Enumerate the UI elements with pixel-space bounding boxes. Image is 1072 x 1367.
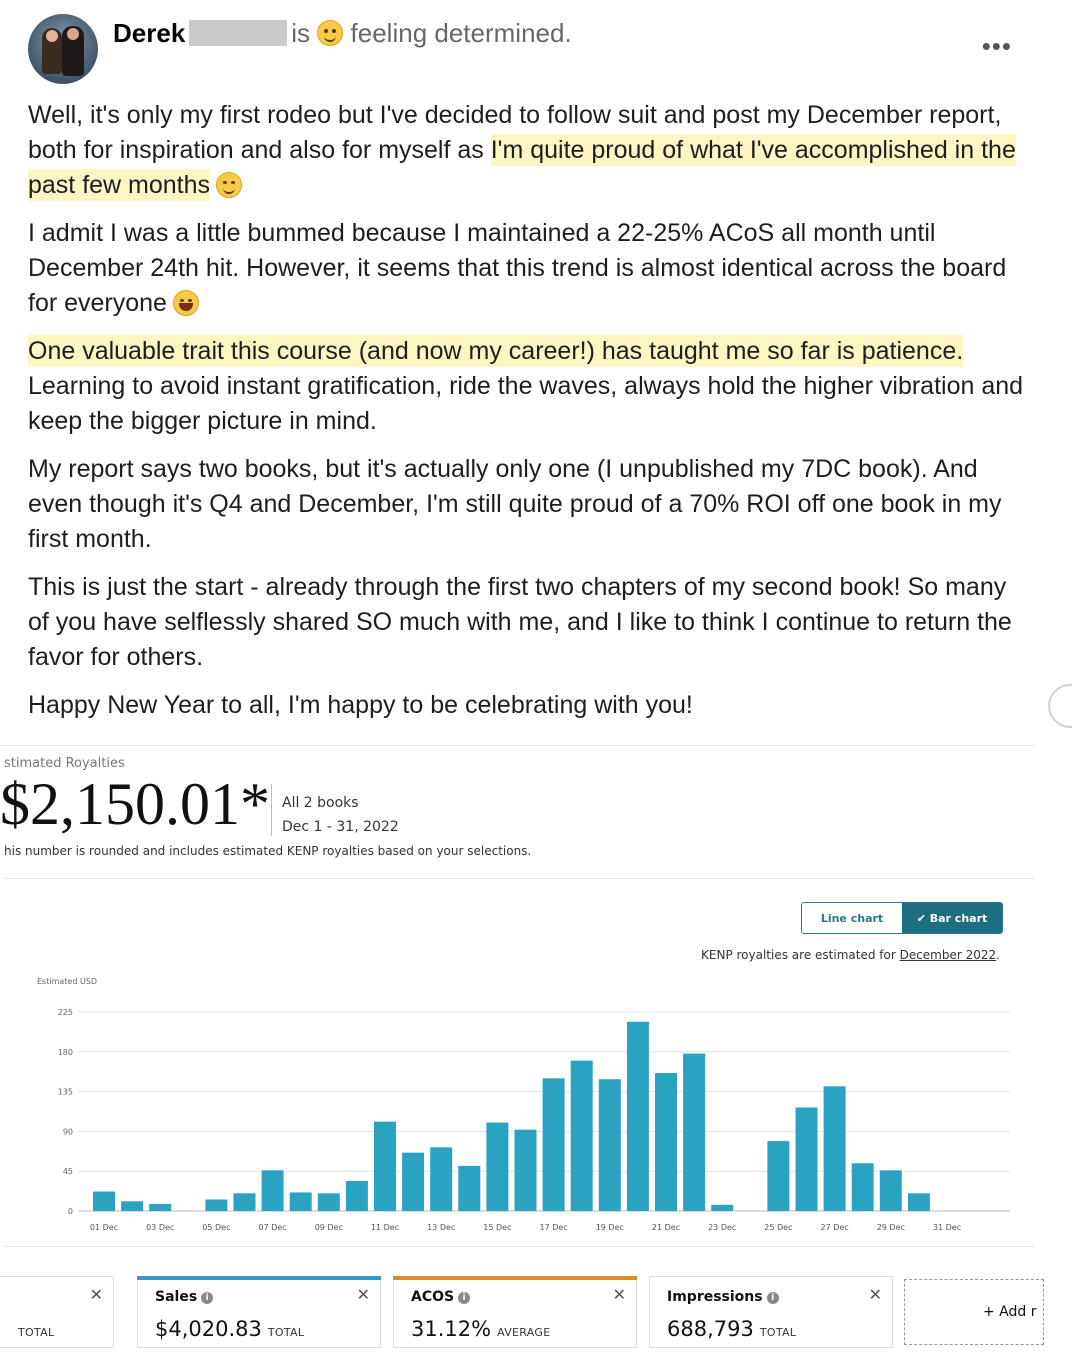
info-icon[interactable]: i [767,1292,779,1304]
books-count: All 2 books [282,795,359,811]
add-metric-button[interactable] [904,1279,1044,1345]
bar [571,1061,593,1211]
x-tick-label: 17 Dec [539,1223,568,1232]
bar [515,1130,537,1211]
paragraph-3 [28,334,1028,439]
bar [543,1078,565,1211]
checkmark-icon: ✔ [916,911,930,925]
metric-card-sales[interactable] [137,1276,381,1348]
bar [767,1141,789,1211]
metric-label [411,1289,470,1305]
bar [711,1205,733,1211]
metric-unit: TOTAL [267,1326,305,1339]
bar [234,1193,256,1211]
bar-chart-label: Bar chart [929,911,988,925]
bar [599,1079,621,1211]
y-tick-label: 45 [62,1167,73,1177]
metric-value [411,1317,550,1341]
is-text: is [291,18,311,48]
separator-bottom [4,1246,1034,1247]
metric-color-bar [393,1276,637,1280]
x-tick-label: 09 Dec [314,1223,343,1232]
metric-unit: AVERAGE [497,1326,551,1339]
separator [4,878,1034,879]
bar [318,1193,340,1211]
y-tick-label: 180 [57,1047,73,1057]
post-header [28,14,1048,84]
bar [627,1022,649,1211]
bar [346,1181,368,1211]
paragraph-2 [28,216,1028,321]
smiling-emoji-icon [216,172,242,198]
metric-label-text: Impressions [667,1289,763,1305]
chart-type-toggle [801,902,1003,934]
bar [824,1086,846,1211]
x-tick-label: 27 Dec [820,1223,849,1232]
metric-color-bar [137,1276,381,1280]
x-tick-label: 23 Dec [708,1223,737,1232]
x-tick-label: 21 Dec [651,1223,681,1232]
bar [880,1170,902,1211]
rounding-note: his number is rounded and includes estimated KENP royalties based on your selections. [4,844,532,858]
y-tick-label: 225 [57,1008,73,1017]
close-icon[interactable]: ✕ [868,1285,882,1304]
kenp-note-prefix: KENP royalties are estimated for [701,948,900,962]
bar [121,1201,143,1211]
estimated-royalties-label: stimated Royalties [4,756,125,771]
paragraph-5: This is just the start - already through the first two chapters of my second book! So many of you have selflessly shared SO much with me, and I like to think I continue to return the favor for others. [28,573,1012,671]
metric-value [667,1317,796,1341]
more-options-icon[interactable]: ••• [981,31,1012,61]
bar [93,1192,115,1211]
metric-card-acos[interactable] [393,1276,637,1348]
bar [683,1054,705,1211]
bar [796,1108,818,1211]
x-tick-label: 31 Dec [932,1223,962,1232]
determined-emoji-icon [317,20,343,46]
close-icon[interactable]: ✕ [356,1285,370,1304]
y-tick-label: 0 [67,1207,73,1216]
p1-text: Well, it's only my first rodeo but I've decided to follow suit and post my December report, both for inspiration and also for myself as [28,101,1002,164]
info-icon[interactable]: i [201,1292,213,1304]
bar [430,1147,452,1211]
post-body [28,98,1028,736]
y-axis-label: Estimated USD [37,977,98,986]
bar [205,1200,227,1211]
bar [908,1193,930,1211]
laughing-emoji-icon [173,290,199,316]
y-tick-label: 90 [62,1127,73,1137]
royalties-report [0,745,1037,1367]
kenp-note [701,948,1000,962]
metric-card-impressions[interactable] [649,1276,893,1348]
date-range: Dec 1 - 31, 2022 [282,819,399,835]
bar [149,1204,171,1211]
bar [374,1122,396,1211]
avatar[interactable] [28,14,98,84]
x-tick-label: 07 Dec [258,1223,287,1232]
kenp-month-link[interactable]: December 2022 [899,948,997,962]
kenp-note-suffix: . [996,948,1000,962]
x-tick-label: 03 Dec [146,1223,175,1232]
metric-label [155,1289,213,1305]
metric-label-text: Sales [155,1289,198,1305]
close-icon[interactable]: ✕ [89,1285,103,1304]
royalties-amount: $2,150.01* [0,771,270,837]
metric-card-hidden[interactable] [0,1276,114,1348]
metric-value-text: 688,793 [667,1317,754,1341]
royalties-bar-chart [0,971,1034,1246]
metric-label [667,1289,779,1305]
bar [458,1166,480,1211]
metric-value [155,1317,304,1341]
metric-unit: TOTAL [759,1326,797,1339]
close-icon[interactable]: ✕ [612,1285,626,1304]
bar [852,1163,874,1211]
x-tick-label: 05 Dec [202,1223,231,1232]
metric-value-text: $4,020.83 [155,1317,262,1341]
p2-text: I admit I was a little bummed because I maintained a 22-25% ACoS all month until December 24th hit. However, it seems that this trend is almost identical across the board for everyone [28,219,1007,317]
paragraph-1 [28,98,1028,203]
x-tick-label: 25 Dec [764,1223,793,1232]
bar [290,1192,312,1211]
x-tick-label: 19 Dec [595,1223,624,1232]
divider [271,784,272,836]
p3-highlight: One valuable trait this course (and now my career!) has taught me so far is patience. [28,337,964,365]
bar-chart-button[interactable] [902,903,1002,933]
bar [655,1073,677,1211]
x-tick-label: 11 Dec [370,1223,400,1232]
p3-text: Learning to avoid instant gratification, ride the waves, always hold the higher vibration and keep the bigger picture in mind. [28,372,1024,435]
paragraph-4: My report says two books, but it's actually only one (I unpublished my 7DC book). And even though it's Q4 and December, I'm still quite proud of a 70% ROI off one book in my first month. [28,455,1002,553]
x-tick-label: 01 Dec [89,1223,119,1232]
author-line [113,18,572,48]
metric-label-text: ACOS [411,1289,455,1305]
info-icon[interactable]: i [458,1292,470,1304]
line-chart-button[interactable]: Line chart [802,903,902,933]
author-name[interactable]: Derek [113,18,186,48]
bar [262,1170,284,1211]
p1-highlight: I'm quite proud of what I've accomplished in the past few months [28,136,1016,199]
metric-value-text: 31.12% [411,1317,492,1341]
metric-value [12,1317,54,1341]
bar [402,1153,424,1211]
x-tick-label: 13 Dec [427,1223,456,1232]
metric-unit: TOTAL [18,1326,55,1339]
x-tick-label: 29 Dec [876,1223,905,1232]
feeling-text: feeling determined. [350,18,572,48]
bar [486,1123,508,1211]
add-metric-label: + Add r [983,1304,1037,1320]
redacted-surname [189,20,287,46]
y-tick-label: 135 [57,1087,73,1097]
paragraph-6: Happy New Year to all, I'm happy to be celebrating with you! [28,691,693,719]
x-tick-label: 15 Dec [483,1223,512,1232]
side-scroll-button[interactable] [1048,684,1072,728]
